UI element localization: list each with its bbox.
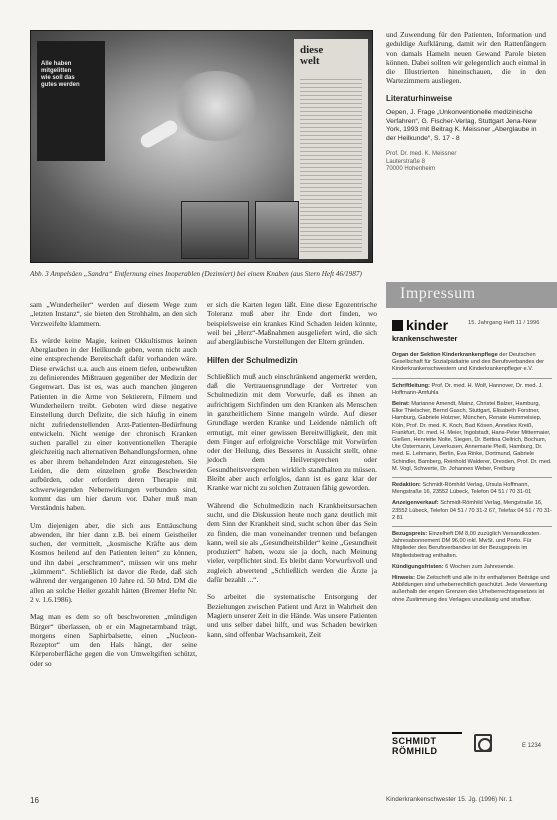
paragraph: So arbeitet die systematische Entsorgung der Beziehungen zwischen Patient und Arzt in Wahrheit den Magiern unserer Zeit in die Hände. Was unsere Patienten und uns selber dabei hilft, und was Schaden bewirken kann, sind offenbar Wachsamkeit, Zeit [207,592,377,639]
column-right [386,30,546,182]
issue-info: 15. Jahrgang Heft 11 / 1996 [468,320,540,326]
impressum-block: Redaktion: Schmidt-Römhild Verlag, Ursula Hoffmann, Mengstraße 16, 23552 Lübeck, Telefon 04 51 / 70 31-01 [392,482,532,496]
logo-line-2: krankenschwester [392,334,458,343]
paragraph: Um diejenigen aber, die sich aus Enttäuschung abwenden, ihr hier dann z.B. bei einem Geistheiler suchen, der vermittelt, „kosmische Kräfte aus dem Kosmos heilend auf den Patienten leiten“ zu können, und ihn dabei „erschrammen“, müssen wir uns mehr „kümmern“. Schließlich ist davor die Rede, daß sich während der vergangenen 10 Jahre rd. 50 Mrd. DM die allen an solche Heiler gezahlt hätten (Bremer Hefte Nr. 2 v. 1.6.1986). [30,520,197,604]
publisher-id: E 1234 [522,743,542,749]
paragraph: sam „Wunderheiler“ werden auf diesem Wege zum „letzten Instanz“, sie bieten den Strohhalm, an den sich Verzweifelte klammern. [30,300,197,328]
article-photo-spread [30,30,373,263]
impressum-body [392,352,552,608]
impressum-title: Impressum [400,285,476,302]
column-left [30,300,197,676]
author-address: Prof. Dr. med. K. Meissner Lauterstraße 8 70000 Hohenheim [386,151,457,173]
paragraph: und Zuwendung für den Patienten, Information und geduldige Aufklärung, damit wir den Rattenfängern von damals Hameln neuen Gewand Parole bieten können. Dabei sollten wir gelegentlich auch einmal in die Illustrierten hineinschauen, die in den Wartezimmern ausliegen. [386,30,546,86]
publisher-line-1: SCHMIDT [392,736,437,746]
publisher-line-2: RÖMHILD [392,746,438,756]
impressum-block: Kündigungsfristen: 6 Wochen zum Jahresende. [392,563,515,570]
impressum-block: Schriftleitung: Prof. Dr. med. H. Wolf, Hannover, Dr. med. J. Hoffmann-Amfuhla [392,382,543,396]
photo-left-text: Alle haben mitgelitten wie soll das gutes werden [41,61,80,88]
impressum-block: Bezugspreis: Einzelheft DM 8,00 zuzüglich Versandkosten. Jahresabonnement DM 96,00 inkl. MwSt. und Porto. Für Mitglieder des Berufsverbandes ist der Bezugspreis im Mitgliedsbeitrag enthalten. [392,531,541,559]
paragraph: Es würde keine Magie, keinen Okkultismus keinen Aberglauben in der Heilkunde geben, wenn nicht auch eine entsprechende Bereitschaft dafür vorhanden wäre. Diese erwächst u.a. auch aus einem tiefen, unbewußten zu definierendes Mißtrauen gegenüber der Medizin der Gegenwart. Das ist es, was auch manchen jüngeren Patienten in die Arme von Sektierern, Filmern und Wunderheilern treibt. Geboten wird diese negative Einstellung durch Defizite, die sich häufig in einem nicht zufriedenstellenden Arzt-Patienten-Bedürfnung entwickeln. Nicht wenige der chronisch Kranken suchen parallel zu einer konventionellen Therapie gleichzeitig nach alternativen Behandlungsformen, ohne es aber ihrem behandelnden Arzt einzugestehen. Sie Leiden, die dem einzelnen große Beschwerden aufbürden, oder erfordern deren Therapie mit schwerwiegenden Nebenwirkungen verbunden sind, kommt das um hier darum vor. Daher muß man Verständnis haben. [30,335,197,513]
divider [392,526,552,527]
paragraph: Schließlich muß auch einschränkend angemerkt werden, daß die Vertrauensgrundlage der Vertreter von Schulmedizin mit dem Vorwurfe, daß es ihnen an aufrichtigem Sichfinden um den Kranken als Menschen in ganzheitlichem Sinne mangeln würde. Auf dieser Grundlage werden Kranke und Leidende nämlich oft ermutigt, mit einer gewissen Bereitwilligkeit, den mit dem Finger auf erfolgreiche Vorschläge mit Vorwürfen oder der Heilung, dies Besseres in Aussicht stellt, ohne jedoch dem Heilversprechen oder Gesundheitsversprechen wirklich standhalten zu müssen. Bleibt aber auch erfolglos, dann ist es ganz klar der Kranke war nicht zu solchen Zutrauen fähig geworden. [207,371,377,493]
publisher-logo [392,732,462,756]
photo-body-lines [300,79,362,253]
photo-figure [171,71,261,141]
paragraph: Während die Schulmedizin nach Krankheitsursachen sucht, und die Diskussion heute noch ganz deutlich mit dem Sinn der Krankheit sind, sucht schon über das Sein zu finden, die man voneinander trennen und befangen kann, weil sie als „Gesundheitsbilder“ keine „Gesundheit produziert“ haben, wozu sie ja doch, nach Meinung vieler, verpflichtet sind. Es bleibt dann Vorwurfsvoll und zugleich abwertend „Schließlich werden die Ärzte ja dafür bezahlt ...“. [207,500,377,585]
literature-reference: Oepen, J. Frage „Unkonventionelle medizinische Verfahren“, G. Fischer-Verlag, Stuttgart Jena-New York, 1993 mit Beitrag K. Meissner „Aberglaube in der Heilkunde“, S. 17 - 8 [386,109,537,142]
logo-mark-icon [392,320,403,331]
page-number: 16 [30,796,39,805]
impressum-block: Beirat: Marianne Amendt, Mainz, Christel Balzer, Hamburg, Elke Thielscher, Bernd Gasch, Stuttgart, Elisabeth Forstner, Hamburg, Gabriele Holzner, München, Renate Hummelsiep, Köln, Prof. Dr. med. K. Koch, Bad Kösen, Annelies Kreiß, Frankfurt, Dr. med. H. Meier, Ingolstadt, Hans-Peter Mittermaier, Gießen, Henriette Nolte, Siegen, Dr. Bettina Oellrich, Bochum, Ute Ostermann, Leverkusen, Annemarie Pleiß, Hamburg, Dr. med. E. Lehmann, Berlin, Eva Rinke, Dortmund, Gabriele Schindler, Bamberg, Reinhold Walderer, Dresden, Prof. Dr. med. M. Vogl, Schwerte, Dr. Johannes Weber, Freiburg [392,401,552,472]
photo-inset-2 [255,201,299,259]
figure-caption: Abb. 3 Ampelsäen „Sandra“ Entfernung eines Inoperablen (Dezimiert) bei einem Knaben (aus Stern Heft 46/1987) [30,270,362,278]
footer-source: Kinderkrankenschwester 15. Jg. (1996) Nr. 1 [386,796,513,803]
column-middle [207,300,377,647]
impressum-block: Organ der Sektion Kinderkrankenpflege der Deutschen Gesellschaft für Sozialpädiatrie und des Berufsverbandes der Kinderkrankenschwestern und Kinderkrankenpfleger e.V. [392,352,545,373]
photo-left-text-panel [37,41,105,161]
divider [392,477,552,478]
paragraph: Mag man es dem so oft beschworenen „mündigen Bürger“ überlassen, ob er ein Magnetarmband trägt, morgens einen Saphirbalsette, einen „Nucleon-Rezeptor“ um den Hals hängt, der seine Körperoberfläche gegen die von Umweltgiften schützt, oder so [30,612,197,668]
impressum-block: Hinweis: Die Zeitschrift und alle in ihr enthaltenen Beiträge und Abbildungen sind urheberrechtlich geschützt. Jede Verwertung außerhalb der engen Grenzen des Urheberrechtsgesetzes ist ohne Zustimmung des Verlages unzulässig und strafbar. [392,575,550,603]
impressum-band [386,282,557,308]
journal-logo [392,317,458,348]
impressum-block: Anzeigenverkauf: Schmidt-Römhild Verlag, Mengstraße 16, 23552 Lübeck, Telefon 04 51 / 70 31-2 67, Telefax 04 51 / 70 31-2 81 [392,500,552,521]
publisher-bar [392,732,462,734]
photo-right-text-panel [294,39,368,259]
literature-heading: Literaturhinweise [386,93,453,103]
recycling-emblem-icon [474,734,492,752]
logo-line-1: kinder [406,317,449,333]
section-heading: Hilfen der Schulmedizin [207,356,298,366]
paragraph: er sich die Karten legen läßt. Eine diese Egozentrische Toleranz muß aber ihr Ende dort finden, wo beispielsweise ein krankes Kind Schaden leiden könnte, weil bei „Herz“-Maßnahmen ausgeliefert wird, die sich auf abergläubische Vorstellungen der Eltern gründen. [207,300,377,347]
photo-inset-1 [181,201,249,259]
divider [392,378,552,379]
photo-right-title: diese welt [300,44,324,67]
